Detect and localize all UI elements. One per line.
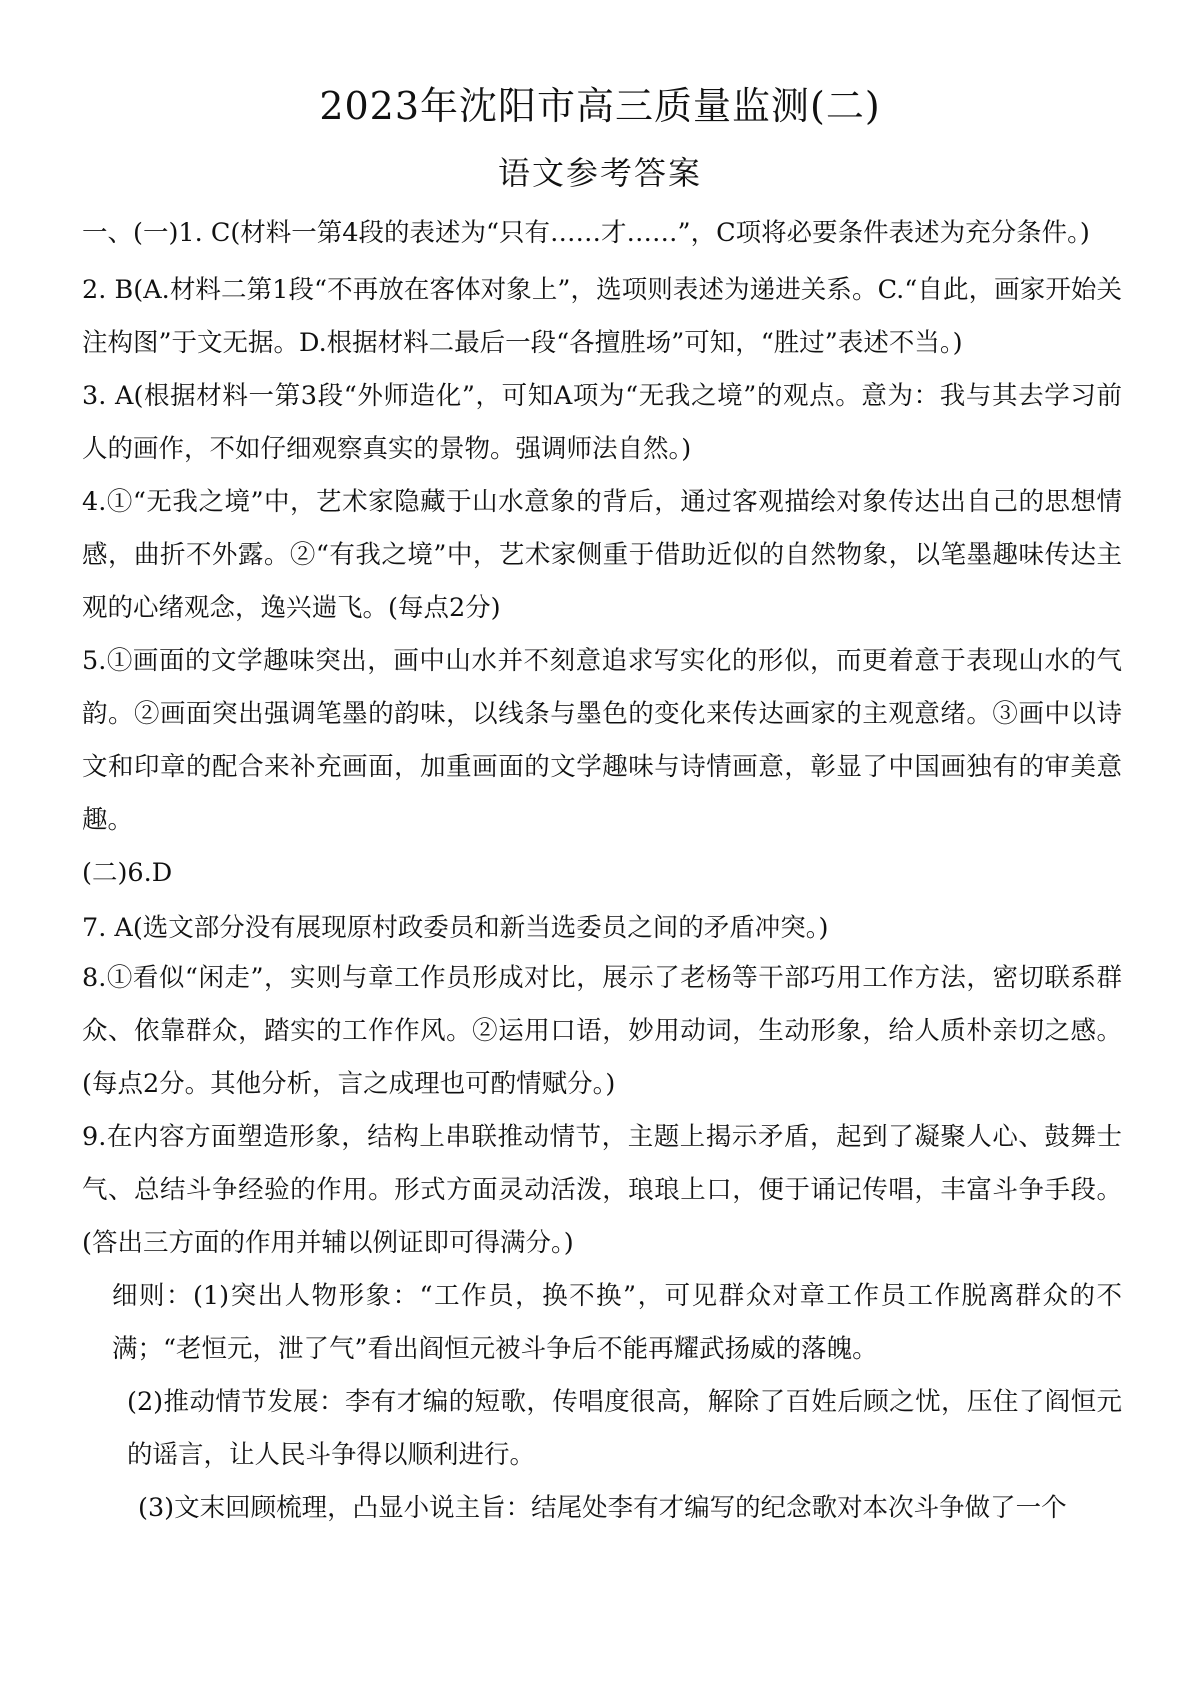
answer-paragraph-1: 一、(一)1. C(材料一第4段的表述为“只有……才……”，C项将必要条件表述为充分条件。)	[82, 218, 1090, 248]
answer-detail-3: (3)文末回顾梳理，凸显小说主旨：结尾处李有才编写的纪念歌对本次斗争做了一个	[138, 1493, 1067, 1523]
answer-paragraph-3: 3. A(根据材料一第3段“外师造化”，可知A项为“无我之境”的观点。意为：我与其去学习前人的画作，不如仔细观察真实的景物。强调师法自然。)	[82, 381, 1122, 464]
answer-body	[82, 212, 1122, 1535]
answer-paragraph-8: 8.①看似“闲走”，实则与章工作员形成对比，展示了老杨等干部巧用工作方法，密切联系群众、依靠群众，踏实的工作作风。②运用口语，妙用动词，生动形象，给人质朴亲切之感。(每点2分。其他分析，言之成理也可酌情赋分。)	[82, 963, 1122, 1099]
answer-detail-2: (2)推动情节发展：李有才编的短歌，传唱度很高，解除了百姓后顾之忧，压住了阎恒元的谣言，让人民斗争得以顺利进行。	[127, 1387, 1122, 1470]
answer-paragraph-4: 4.①“无我之境”中，艺术家隐藏于山水意象的背后，通过客观描绘对象传达出自己的思想情感，曲折不外露。②“有我之境”中，艺术家侧重于借助近似的自然物象，以笔墨趣味传达主观的心绪观念，逸兴遄飞。(每点2分)	[82, 487, 1122, 623]
answer-paragraph-2: 2. B(A.材料二第1段“不再放在客体对象上”，选项则表述为递进关系。C.“自此，画家开始关注构图”于文无据。D.根据材料二最后一段“各擅胜场”可知，“胜过”表述不当。)	[82, 275, 1122, 358]
answer-paragraph-7: 7. A(选文部分没有展现原村政委员和新当选委员之间的矛盾冲突。)	[82, 913, 829, 943]
answer-paragraph-6: (二)6.D	[82, 858, 173, 888]
answer-paragraph-9: 9.在内容方面塑造形象，结构上串联推动情节，主题上揭示矛盾，起到了凝聚人心、鼓舞士气、总结斗争经验的作用。形式方面灵动活泼，琅琅上口，便于诵记传唱，丰富斗争手段。(答出三方面的作用并辅以例证即可得满分。)	[82, 1122, 1122, 1258]
answer-paragraph-5: 5.①画面的文学趣味突出，画中山水并不刻意追求写实化的形似，而更着意于表现山水的气韵。②画面突出强调笔墨的韵味，以线条与墨色的变化来传达画家的主观意绪。③画中以诗文和印章的配合来补充画面，加重画面的文学趣味与诗情画意，彰显了中国画独有的审美意趣。	[82, 646, 1122, 835]
answer-detail-1: 细则：(1)突出人物形象：“工作员，换不换”，可见群众对章工作员工作脱离群众的不满；“老恒元，泄了气”看出阎恒元被斗争后不能再耀武扬威的落魄。	[112, 1281, 1122, 1364]
document-title: 2023年沈阳市高三质量监测(二)	[319, 84, 881, 128]
document-subtitle: 语文参考答案	[497, 154, 702, 192]
